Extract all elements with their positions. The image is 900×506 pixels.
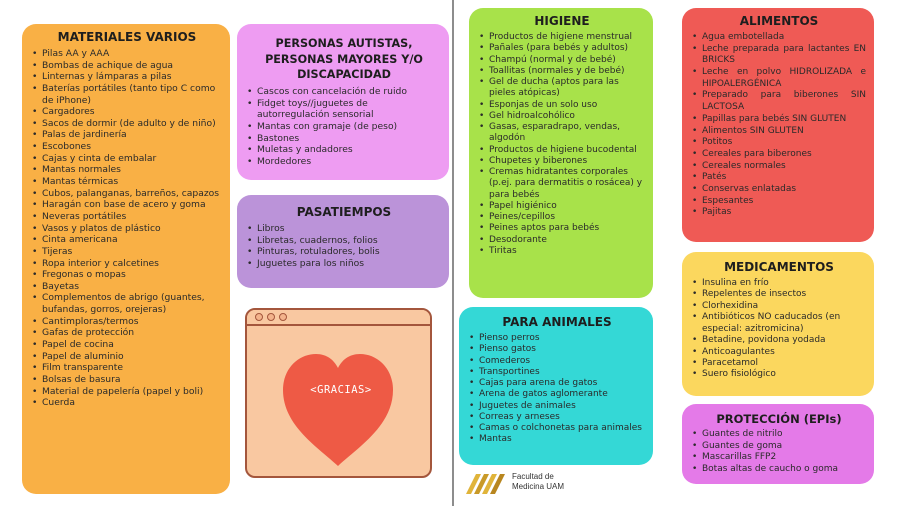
list-item: • Complementos de abrigo (guantes, bufandas, gorros, orejeras)	[32, 292, 222, 315]
list-item: • Neveras portátiles	[32, 211, 222, 223]
list-item: • Bayetas	[32, 281, 222, 293]
list-item: • Mantas con gramaje (de peso)	[247, 121, 441, 133]
logo-line-2: Medicina UAM	[512, 482, 565, 491]
list-item: • Material de papelería (papel y boli)	[32, 386, 222, 398]
list-item: • Mantas térmicas	[32, 176, 222, 188]
higiene-title: HIGIENE	[534, 14, 590, 28]
medicamentos-card	[682, 252, 874, 396]
list-item: • Cereales normales	[692, 161, 866, 173]
list-item: • Escobones	[32, 141, 222, 153]
list-item: • Cantimploras/termos	[32, 316, 222, 328]
list-item: • Papillas para bebés SIN GLUTEN	[692, 114, 866, 126]
list-item: • Cubos, palanganas, barreños, capazos	[32, 188, 222, 200]
list-item: • Cuerda	[32, 397, 222, 409]
gracias-illustration	[245, 308, 432, 478]
list-item: • Fregonas o mopas	[32, 269, 222, 281]
list-item: • Gafas de protección	[32, 327, 222, 339]
list-item: • Pienso gatos	[469, 344, 645, 355]
para-animales-title: PARA ANIMALES	[502, 315, 612, 329]
proteccion-card	[682, 404, 874, 484]
list-item: • Guantes de nitrilo	[692, 429, 866, 440]
list-item: • Pañales (para bebés y adultos)	[479, 43, 645, 54]
list-item: • Peines/cepillos	[479, 212, 645, 223]
logo-line-1: Facultad de	[512, 472, 554, 481]
list-item: • Papel higiénico	[479, 201, 645, 212]
materiales-varios-title: MATERIALES VARIOS	[57, 30, 197, 44]
list-item: • Suero fisiológico	[692, 369, 866, 380]
list-item: • Cascos con cancelación de ruido	[247, 86, 441, 98]
list-item: • Conservas enlatadas	[692, 184, 866, 196]
window-title-bar	[247, 310, 430, 326]
list-item: • Cargadores	[32, 106, 222, 118]
list-item: • Guantes de goma	[692, 441, 866, 452]
list-item: • Mordedores	[247, 156, 441, 168]
list-item: • Linternas y lámparas a pilas	[32, 71, 222, 83]
list-item: • Libretas, cuadernos, folios	[247, 235, 441, 247]
list-item: • Correas y arneses	[469, 412, 645, 423]
list-item: • Champú (normal y de bebé)	[479, 55, 645, 66]
alimentos-title: ALIMENTOS	[739, 14, 819, 28]
list-item: • Betadine, povidona yodada	[692, 335, 866, 346]
materiales-varios-card	[22, 24, 230, 494]
list-item: • Chupetes y biberones	[479, 156, 645, 167]
list-item: • Vasos y platos de plástico	[32, 223, 222, 235]
list-item: • Gel hidroalcohólico	[479, 111, 645, 122]
list-item: • Tijeras	[32, 246, 222, 258]
list-item: • Preparado para biberones SIN LACTOSA	[692, 90, 866, 113]
list-item: • Esponjas de un solo uso	[479, 100, 645, 111]
list-item: • Film transparente	[32, 362, 222, 374]
list-item: • Libros	[247, 223, 441, 235]
list-item: • Juguetes de animales	[469, 401, 645, 412]
list-item: • Repelentes de insectos	[692, 289, 866, 300]
list-item: • Ropa interior y calcetines	[32, 258, 222, 270]
list-item: • Papel de cocina	[32, 339, 222, 351]
list-item: • Haragán con base de acero y goma	[32, 199, 222, 211]
list-item: • Cajas para arena de gatos	[469, 378, 645, 389]
list-item: • Baterías portátiles (tanto tipo C como de iPhone)	[32, 83, 222, 106]
list-item: • Toallitas (normales y de bebé)	[479, 66, 645, 77]
list-item: • Bombas de achique de agua	[32, 60, 222, 72]
list-item: • Camas o colchonetas para animales	[469, 423, 645, 434]
proteccion-list	[692, 429, 866, 475]
list-item: • Alimentos SIN GLUTEN	[692, 126, 866, 138]
list-item: • Antibióticos NO caducados (en especial: azitromicina)	[692, 312, 866, 335]
center-divider	[452, 0, 454, 506]
list-item: • Bolsas de basura	[32, 374, 222, 386]
list-item: • Leche preparada para lactantes EN BRICKS	[692, 44, 866, 67]
list-item: • Fidget toys//juguetes de autorregulación sensorial	[247, 98, 441, 121]
heart-icon-wrap	[247, 328, 430, 478]
pasatiempos-list	[247, 223, 441, 270]
list-item: • Cremas hidratantes corporales (p.ej. para dermatitis o rosácea) y para bebés	[479, 167, 645, 201]
alimentos-card	[682, 8, 874, 242]
list-item: • Palas de jardinería	[32, 129, 222, 141]
personas-autistas-card	[237, 24, 449, 180]
materiales-varios-list	[32, 48, 222, 409]
list-item: • Mantas	[469, 434, 645, 445]
pasatiempos-title: PASATIEMPOS	[296, 205, 392, 219]
pasatiempos-card	[237, 195, 449, 288]
list-item: • Mascarillas FFP2	[692, 452, 866, 463]
list-item: • Cereales para biberones	[692, 149, 866, 161]
list-item: • Peines aptos para bebés	[479, 223, 645, 234]
para-animales-card	[459, 307, 653, 465]
list-item: • Productos de higiene bucodental	[479, 145, 645, 156]
list-item: • Espesantes	[692, 196, 866, 208]
list-item: • Sacos de dormir (de adulto y de niño)	[32, 118, 222, 130]
list-item: • Pilas AA y AAA	[32, 48, 222, 60]
higiene-list	[479, 32, 645, 257]
list-item: • Potitos	[692, 137, 866, 149]
alimentos-list	[692, 32, 866, 219]
list-item: • Papel de aluminio	[32, 351, 222, 363]
medicamentos-title: MEDICAMENTOS	[724, 260, 834, 274]
list-item: • Juguetes para los niños	[247, 258, 441, 270]
logo-stripes-icon	[462, 468, 510, 498]
list-item: • Insulina en frío	[692, 278, 866, 289]
list-item: • Desodorante	[479, 235, 645, 246]
personas-autistas-list	[247, 86, 441, 168]
list-item: • Leche en polvo HIDROLIZADA e HIPOALERGÉNICA	[692, 67, 866, 90]
list-item: • Mantas normales	[32, 164, 222, 176]
list-item: • Transportines	[469, 367, 645, 378]
list-item: • Anticoagulantes	[692, 347, 866, 358]
list-item: • Productos de higiene menstrual	[479, 32, 645, 43]
para-animales-list	[469, 333, 645, 446]
list-item: • Pajitas	[692, 207, 866, 219]
window-dot-icon	[279, 313, 287, 321]
proteccion-title: PROTECCIÓN (EPIs)	[716, 412, 842, 426]
window-dot-icon	[267, 313, 275, 321]
gracias-label: <GRACIAS>	[310, 384, 372, 396]
list-item: • Botas altas de caucho o goma	[692, 464, 866, 475]
heart-icon	[247, 328, 430, 478]
list-item: • Muletas y andadores	[247, 144, 441, 156]
list-item: • Paracetamol	[692, 358, 866, 369]
list-item: • Arena de gatos aglomerante	[469, 389, 645, 400]
list-item: • Pienso perros	[469, 333, 645, 344]
medicamentos-list	[692, 278, 866, 381]
list-item: • Agua embotellada	[692, 32, 866, 44]
list-item: • Clorhexidina	[692, 301, 866, 312]
list-item: • Cajas y cinta de embalar	[32, 153, 222, 165]
list-item: • Gasas, esparadrapo, vendas, algodón	[479, 122, 645, 145]
list-item: • Tiritas	[479, 246, 645, 257]
list-item: • Bastones	[247, 133, 441, 145]
list-item: • Pinturas, rotuladores, bolis	[247, 246, 441, 258]
higiene-card	[469, 8, 653, 298]
facultad-medicina-logo	[462, 468, 572, 500]
list-item: • Cinta americana	[32, 234, 222, 246]
personas-autistas-title: PERSONAS AUTISTAS, PERSONAS MAYORES Y/O DISCAPACIDAD	[265, 37, 423, 82]
list-item: • Patés	[692, 172, 866, 184]
list-item: • Gel de ducha (aptos para las pieles atópicas)	[479, 77, 645, 100]
window-dot-icon	[255, 313, 263, 321]
list-item: • Comederos	[469, 356, 645, 367]
